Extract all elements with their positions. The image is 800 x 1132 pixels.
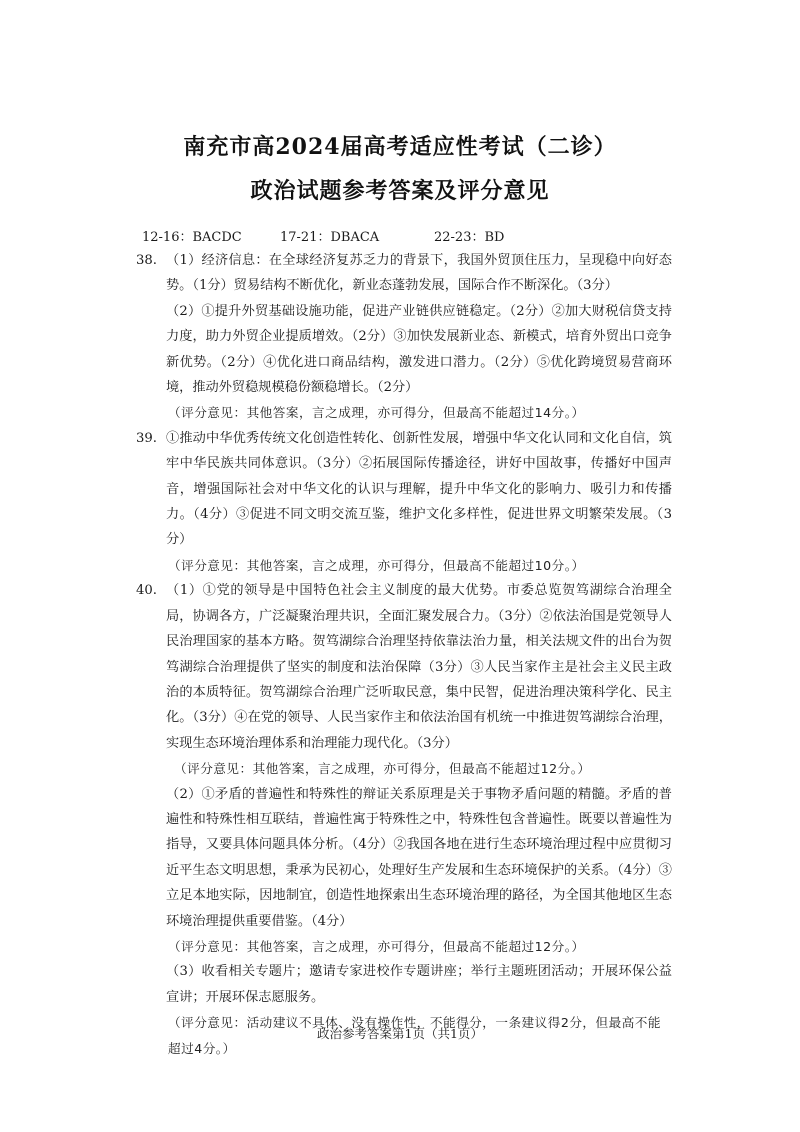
document-subtitle: 政治试题参考答案及评分意见 bbox=[250, 178, 550, 204]
scoring-note: （评分意见：其他答案，言之成理，亦可得分，但最高不能超过14分。） bbox=[168, 405, 585, 421]
answers-22-23: 22-23：BD bbox=[434, 230, 505, 245]
question-number: 40. bbox=[136, 583, 157, 599]
answers-12-16: 12-16：BACDC bbox=[142, 230, 242, 245]
exam-title: 南充市高2024届高考适应性考试（二诊） bbox=[183, 134, 617, 160]
question-number: 38. bbox=[136, 253, 157, 268]
scoring-note: （评分意见：其他答案，言之成理，亦可得分，但最高不能超过12分。） bbox=[168, 938, 585, 954]
multiple-choice-answers bbox=[142, 226, 682, 246]
question-40 bbox=[136, 578, 672, 1061]
question-40-part-1: （1）①党的领导是中国特色社会主义制度的最大优势。市委总览贺笃湖综合治理全局，协调各方，广泛凝聚治理共识，全面汇聚发展合力。（3分）②依法治国是党领导人民治理国家的基本方略。贺笃湖综合治理坚持依靠法治力量，相关法规文件的出台为贺笃湖综合治理提供了坚实的制度和法治保障（3分）③人民当家作主是社会主义民主政治的本质特征。贺笃湖综合治理广泛听取民意，集中民智，促进治理决策科学化、民主化。（3分）④在党的领导、人民当家作主和依法治国有机统一中推进贺笃湖综合治理，实现生态环境治理体系和治理能力现代化。（3分） bbox=[166, 583, 672, 751]
question-38-part-1: （1）经济信息：在全球经济复苏乏力的背景下，我国外贸顶住压力，呈现稳中向好态势。（1分）贸易结构不断优化，新业态蓬勃发展，国际合作不断深化。（3分） bbox=[166, 253, 672, 294]
question-39-text: ①推动中华优秀传统文化创造性转化、创新性发展，增强中华文化认同和文化自信，筑牢中华民族共同体意识。（3分）②拓展国际传播途径，讲好中国故事，传播好中国声音，增强国际社会对中华文化的认识与理解，提升中华文化的影响力、吸引力和传播力。（4分）③促进不同文明交流互鉴，维护文化多样性，促进世界文明繁荣发展。（3分） bbox=[166, 430, 672, 548]
answers-17-21: 17-21：DBACA bbox=[280, 230, 380, 245]
question-number: 39. bbox=[136, 430, 157, 446]
question-40-part-3: （3）收看相关专题片；邀请专家进校作专题讲座；举行主题班团活动；开展环保公益宣讲；开展环保志愿服务。 bbox=[166, 964, 672, 1005]
question-39 bbox=[136, 426, 672, 578]
scoring-note: （评分意见：其他答案，言之成理，亦可得分，但最高不能超过10分。） bbox=[168, 557, 585, 573]
page-footer: 政治参考答案第1页（共1页） bbox=[317, 1026, 483, 1041]
question-38-part-2: （2）①提升外贸基础设施功能，促进产业链供应链稳定。（2分）②加大财税信贷支持力度，助力外贸企业提质增效。（2分）③加快发展新业态、新模式，培育外贸出口竞争新优势。（2分）④优化进口商品结构，激发进口潜力。（2分）⑤优化跨境贸易营商环境，推动外贸稳规模稳份额稳增长。（2分） bbox=[166, 303, 672, 396]
scoring-note: （评分意见：其他答案，言之成理，亦可得分，但最高不能超过12分。） bbox=[174, 761, 591, 777]
question-38 bbox=[136, 248, 672, 426]
question-40-part-2: （2）①矛盾的普遍性和特殊性的辩证关系原理是关于事物矛盾问题的精髓。矛盾的普遍性和特殊性相互联结，普遍性寓于特殊性之中，特殊性包含普遍性。既要以普遍性为指导，又要具体问题具体分析。（4分）②我国各地在进行生态环境治理过程中应贯彻习近平生态文明思想，秉承为民初心，处理好生产发展和生态环境保护的关系。（4分）③立足本地实际，因地制宜，创造性地探索出生态环境治理的路径，为全国其他地区生态环境治理提供重要借鉴。（4分） bbox=[166, 786, 672, 929]
scoring-note: （评分意见：活动建议不具体、没有操作性，不能得分，一条建议得2分，但最高不能超过4分。） bbox=[168, 1015, 661, 1056]
answer-body bbox=[136, 248, 672, 1061]
